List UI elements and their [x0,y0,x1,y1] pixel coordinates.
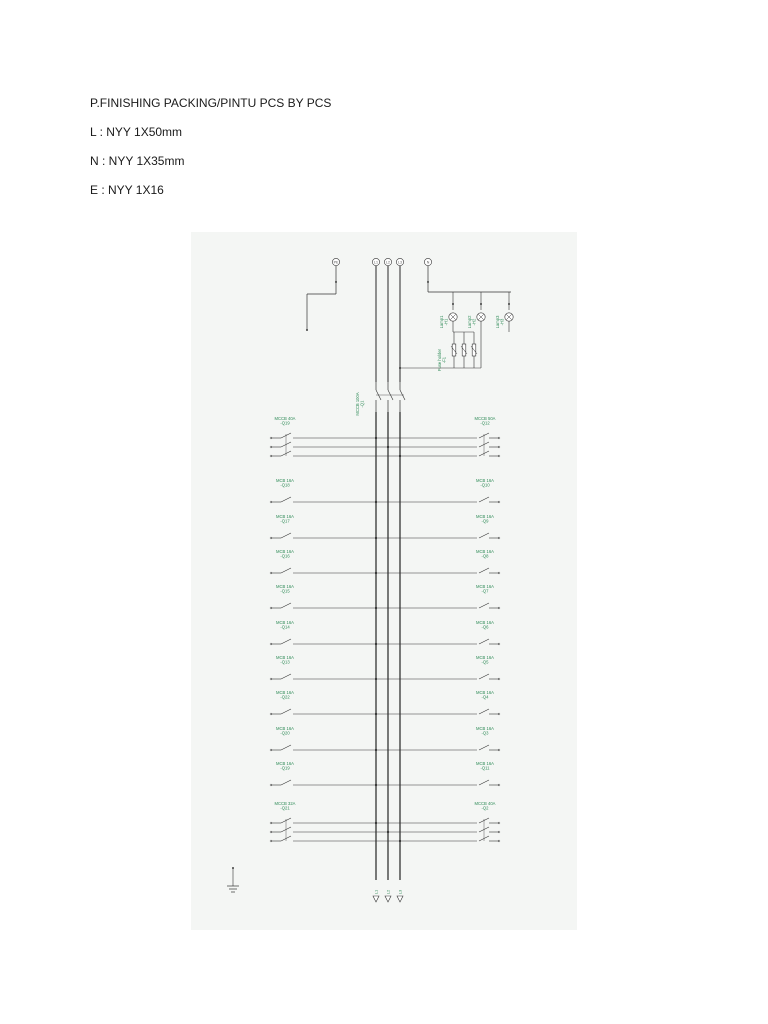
right-breaker-9 [375,726,500,751]
bus-top-l2 [384,258,391,265]
left-breaker-9 [270,726,377,751]
fuse-1 [451,332,457,368]
bus-label: N [426,260,430,265]
junction-dot [375,437,377,439]
fuse-holder-label: Fuse holder-F1 [437,348,447,372]
right-breaker-6 [375,620,500,645]
breaker-contact-icon [479,497,489,502]
bus-bottom-label: L1 [373,889,379,895]
bus-top-l1 [372,258,379,265]
breaker-label: MCB 16A -Q6 [476,620,494,630]
breaker-contact-icon [479,568,489,573]
junction-dot [375,643,377,645]
bus-label: PE [333,260,339,265]
breaker-contact-icon [281,745,291,750]
junction-dot [399,367,401,369]
junction-dot [306,329,308,331]
junction-dot [375,572,377,574]
breaker-label: MCB 16A -Q9 [476,514,494,524]
left-breaker-6 [270,620,377,645]
breaker-contact-icon [479,745,489,750]
breaker-contact-icon [281,780,291,785]
breaker-label: MCB 16A -Q16 [276,549,294,559]
junction-dot [375,784,377,786]
breaker-label: MCCB 50A -Q12 [474,416,496,426]
breaker-label: MCB 16A -Q10 [476,478,494,488]
bus-top-l3 [396,258,403,265]
fuse-2 [461,332,467,368]
junction-dot [375,501,377,503]
left-breaker-11 [270,801,401,842]
left-breaker-8 [270,690,377,715]
junction-dot [232,867,234,869]
bus-bottom-label: L2 [385,889,391,895]
breaker-contact-icon [281,709,291,714]
terminal-arrow-icon [373,896,379,902]
cable-spec-l: L : NYY 1X50mm [90,125,183,139]
ground-icon [227,867,239,892]
breaker-label: MCB 16A -Q19 [276,761,294,771]
breaker-label: MCB 16A -Q20 [276,726,294,736]
left-breaker-5 [270,584,377,609]
breaker-label: MCB 16A -Q22 [276,690,294,700]
junction-dot [375,607,377,609]
terminal-arrow-icon [385,896,391,902]
breaker-contact-icon [281,568,291,573]
breaker-contact-icon [281,674,291,679]
junction-dot [375,713,377,715]
breaker-label: MCB 16A -Q13 [276,655,294,665]
bus-bottom-l3 [397,889,403,902]
junction-dot [508,303,510,305]
right-breaker-2 [375,478,500,503]
right-breaker-5 [375,584,500,609]
breaker-contact-icon [479,639,489,644]
breaker-label: MCB 16A -Q3 [476,726,494,736]
right-breaker-11 [375,801,500,842]
bus-top-pe [332,258,339,265]
main-breaker-label: MCCB 100A-Q1 [355,392,365,416]
single-line-diagram-svg [191,232,577,930]
breaker-label: MCB 16A -Q18 [276,478,294,488]
cable-spec-n: N : NYY 1X35mm [90,154,185,168]
bus-top-n [424,258,431,265]
breaker-contact-icon [281,639,291,644]
fuse-3 [471,332,477,368]
bus-label: L1 [374,260,378,265]
left-breaker-4 [270,549,377,574]
junction-dot [375,678,377,680]
main-breaker [355,382,405,416]
bus-bottom-l2 [385,889,391,902]
breaker-label: MCB 16A -Q4 [476,690,494,700]
lamp-2 [467,292,485,332]
lamp-label: Lamp1-H1 [439,315,449,329]
right-breaker-7 [375,655,500,680]
breaker-contact-icon [479,709,489,714]
right-breaker-10 [375,761,500,786]
breaker-label: MCCB 32A -Q21 [274,801,296,811]
breaker-label: MCB 16A -Q5 [476,655,494,665]
breaker-contact-icon [281,497,291,502]
lamp-label: Lamp2-H2 [467,315,477,329]
breaker-label: MCB 16A -Q17 [276,514,294,524]
right-breaker-1 [375,416,500,457]
junction-dot [375,822,377,824]
junction-dot [399,840,401,842]
breaker-contact-icon [281,533,291,538]
breaker-label: MCB 16A -Q15 [276,584,294,594]
junction-dot [387,831,389,833]
right-breaker-4 [375,549,500,574]
left-breaker-10 [270,761,377,786]
breaker-label: MCCB 40A -Q2 [474,801,496,811]
bus-label: L3 [398,260,402,265]
breaker-contact-icon [479,603,489,608]
breaker-label: MCB 16A -Q8 [476,549,494,559]
single-line-diagram [191,232,577,930]
junction-dot [452,303,454,305]
terminal-arrow-icon [397,896,403,902]
bus-label: L2 [386,260,390,265]
junction-dot [375,537,377,539]
lamp-label: Lamp3-H3 [495,315,505,329]
junction-dot [399,455,401,457]
left-breaker-1 [270,416,401,457]
document-title: P.FINISHING PACKING/PINTU PCS BY PCS [90,96,332,110]
breaker-contact-icon [281,603,291,608]
left-breaker-3 [270,514,377,539]
junction-dot [480,303,482,305]
right-breaker-3 [375,514,500,539]
bus-bottom-label: L3 [397,889,403,895]
left-breaker-2 [270,478,377,503]
cable-spec-e: E : NYY 1X16 [90,183,164,197]
left-breaker-7 [270,655,377,680]
breaker-label: MCCB 40A -Q19 [274,416,296,426]
breaker-contact-icon [479,780,489,785]
junction-dot [375,749,377,751]
breaker-label: MCB 16A -Q7 [476,584,494,594]
breaker-contact-icon [479,674,489,679]
bus-bottom-l1 [373,889,379,902]
lamp-3 [495,292,513,332]
junction-dot [387,446,389,448]
breaker-contact-icon [479,533,489,538]
breaker-label: MCB 16A -Q14 [276,620,294,630]
breaker-label: MCB 16A -Q11 [476,761,494,771]
right-breaker-8 [375,690,500,715]
lamp-1 [439,292,457,332]
